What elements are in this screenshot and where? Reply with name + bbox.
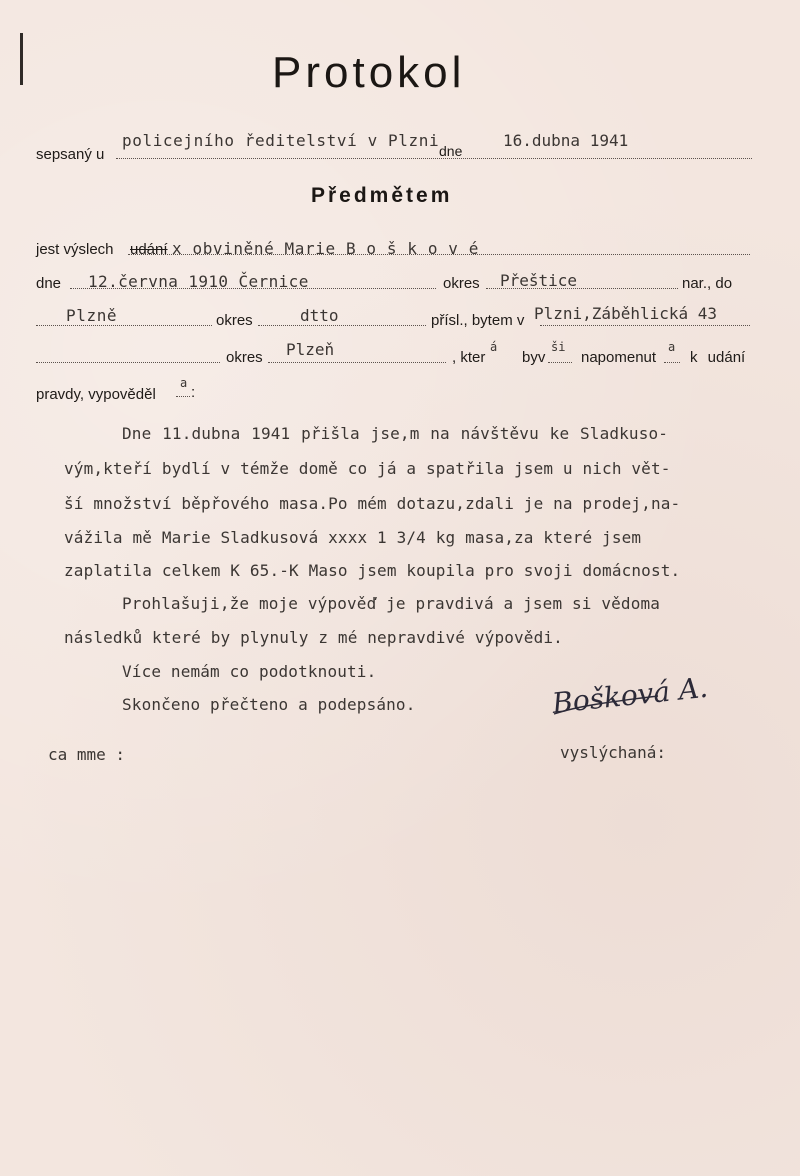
sepsany-label: sepsaný u [36,146,105,163]
body-line: Více nemám co podotknouti. [122,662,377,681]
napomenut-label: napomenut [581,349,657,366]
body-line: Prohlašuji,že moje výpověď je pravdivá a jsem si vědoma [122,594,661,613]
sepsany-value: policejního ředitelství v Plzni [122,131,440,150]
jest-label: jest výslech [36,241,114,258]
okres3-lead-dotted-line [36,362,220,363]
kter-label: , kter [452,349,486,366]
body-line: zaplatila celkem K 65.-K Maso jsem koupila pro svoji domácnost. [64,561,681,580]
body-line: následků které by plynuly z mé nepravdivé výpovědi. [64,628,563,647]
jest-value: x obviněné Marie B o š k o v é [172,239,479,258]
signature [548,666,748,726]
document-title: Protokol [272,48,466,97]
signature-text: Bošková A. [550,670,710,720]
dne-value: 16.dubna 1941 [503,131,629,150]
bytem-dotted-line [540,325,750,326]
vyslychana-label: vyslýchaná: [560,743,666,762]
okres3-dotted-line [268,362,446,363]
birth-date: 12.června 1910 Černice [88,272,309,291]
jest-value-struck: udání [130,241,168,258]
body-line: ší množství běpřového masa.Po mém dotazu,zdali je na prodej,na- [64,494,681,513]
napomenut-suffix: a [668,340,676,354]
pravdy-suffix: a [180,376,188,390]
k-udani-label: k udání [690,349,746,366]
body-line: vážila mě Marie Sladkusová xxxx 1 3/4 kg masa,za které jsem [64,528,642,547]
okres2-value: dtto [300,306,339,325]
ca-mme-label: ca mme : [48,745,126,764]
birth-okres: Přeštice [500,271,578,290]
body-line: Skončeno přečteno a podepsáno. [122,695,416,714]
prisl-label: přísl., bytem v [431,312,525,329]
byv-suffix: ši [551,340,566,354]
byv-dotted-line [548,362,572,363]
pravdy-dotted-line [176,396,190,397]
bytem-value: Plzni,Záběhlická 43 [534,304,718,323]
prisl-value: Plzně [66,306,118,325]
dne-label: dne [439,143,463,159]
body-line: vým,kteří bydlí v témže domě co já a spatřila jsem u nich vět- [64,459,671,478]
body-line: Dne 11.dubna 1941 přišla jse,m na návštěvu ke Sladkuso- [122,424,669,443]
pravdy-label: pravdy, vypověděl [36,386,156,403]
pravdy-colon: : [191,384,196,401]
prisl-dotted-line [36,325,212,326]
nar-label: nar., do [682,275,733,292]
okres3-label: okres [226,349,263,366]
okres-label: okres [443,275,480,292]
okres3-value: Plzeň [286,340,335,359]
sepsany-dotted-line [116,158,752,159]
byv-label: byv [522,349,546,366]
kter-suffix: á [490,340,498,354]
napomenut-dotted-line [664,362,680,363]
document-subtitle: Předmětem [311,184,453,207]
margin-mark [20,33,23,85]
okres2-label: okres [216,312,253,329]
dne2-label: dne [36,275,62,292]
okres2-dotted-line [258,325,426,326]
